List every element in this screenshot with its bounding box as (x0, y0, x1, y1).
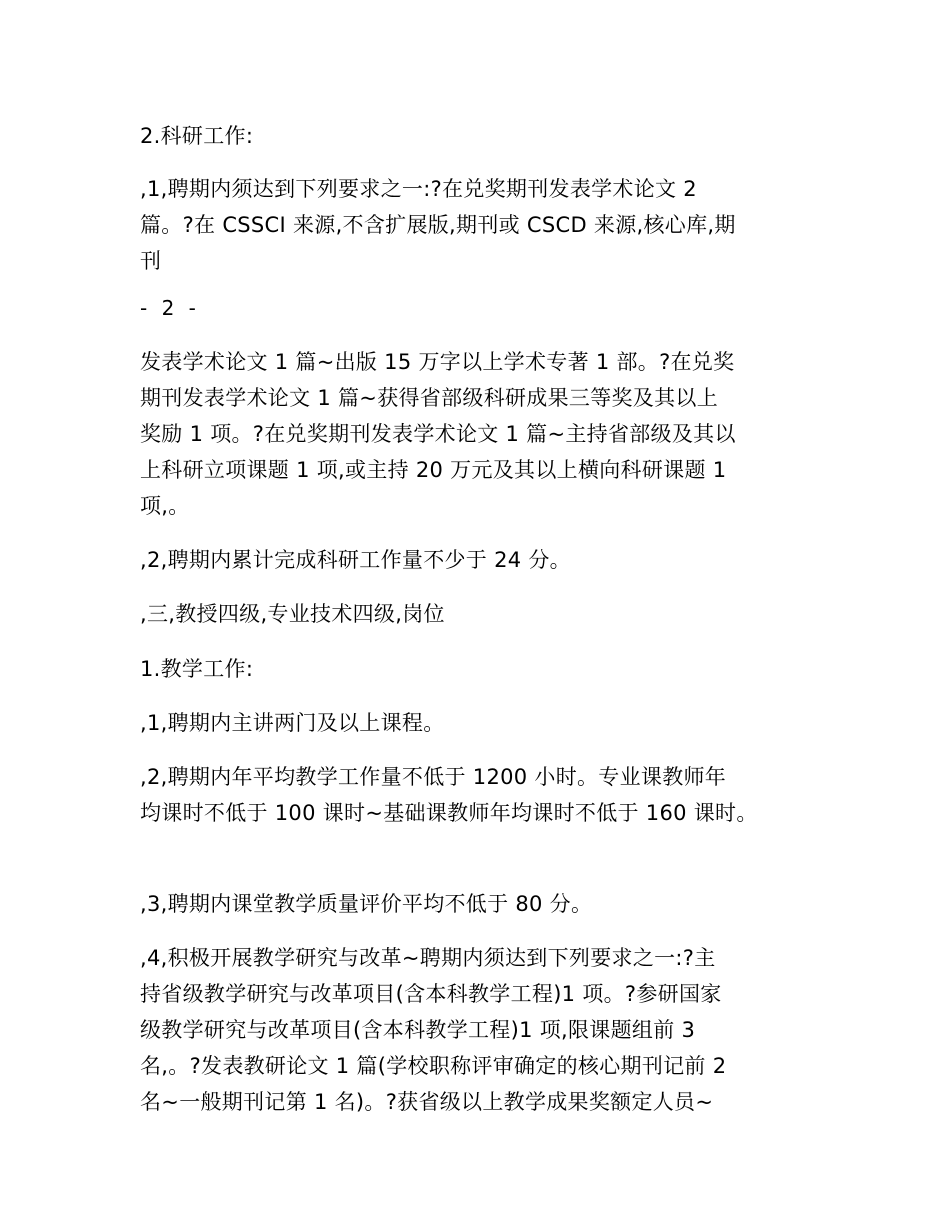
text-line: 篇。?在 CSSCI 来源,不含扩展版,期刊或 CSCD 来源,核心库,期 (140, 213, 736, 237)
text-line: 均课时不低于 100 课时~基础课教师年均课时不低于 160 课时。 (140, 801, 758, 825)
text-line: 上科研立项课题 1 项,或主持 20 万元及其以上横向科研课题 1 (140, 458, 727, 482)
section-heading-professor-level-4 (140, 596, 830, 632)
text-line: ,4,积极开展教学研究与改革~聘期内须达到下列要求之一:?主 (140, 946, 716, 970)
paragraph-research-requirement-1-cont (140, 344, 830, 524)
text-line: 级教学研究与改革项目(含本科教学工程)1 项,限课题组前 3 (140, 1018, 696, 1042)
text-line: 持省级教学研究与改革项目(含本科教学工程)1 项。?参研国家 (140, 982, 722, 1006)
text-line: ,1,聘期内主讲两门及以上课程。 (140, 711, 445, 735)
text-line: 期刊发表学术论文 1 篇~获得省部级科研成果三等奖及其以上 (140, 386, 719, 410)
text-line: 2.科研工作: (140, 124, 254, 148)
text-line: 名,。?发表教研论文 1 篇(学校职称评审确定的核心期刊记前 2 (140, 1054, 727, 1078)
text-line: 发表学术论文 1 篇~出版 15 万字以上学术专著 1 部。?在兑奖 (140, 350, 735, 374)
text-line: ,2,聘期内年平均教学工作量不低于 1200 小时。专业课教师年 (140, 765, 727, 789)
text-line: 项,。 (140, 494, 190, 518)
paragraph-research-requirement-2 (140, 542, 830, 578)
paragraph-teaching-requirement-1 (140, 705, 830, 741)
section-heading-research (140, 118, 830, 154)
text-line: ,三,教授四级,专业技术四级,岗位 (140, 602, 445, 626)
text-line: 1.教学工作: (140, 657, 254, 681)
paragraph-teaching-requirement-4 (140, 940, 830, 1120)
text-line: 名~一般期刊记第 1 名)。?获省级以上教学成果奖额定人员~ (140, 1090, 714, 1114)
text-line: ,1,聘期内须达到下列要求之一:?在兑奖期刊发表学术论文 2 (140, 177, 697, 201)
paragraph-teaching-requirement-3 (140, 886, 830, 922)
text-line: ,2,聘期内累计完成科研工作量不少于 24 分。 (140, 548, 571, 572)
page-number: - 2 - (140, 296, 200, 320)
text-line: 刊 (140, 249, 162, 273)
paragraph-research-requirement-1 (140, 171, 830, 279)
section-heading-teaching (140, 651, 830, 687)
text-line: 奖励 1 项。?在兑奖期刊发表学术论文 1 篇~主持省部级及其以 (140, 422, 736, 446)
text-line: ,3,聘期内课堂教学质量评价平均不低于 80 分。 (140, 892, 593, 916)
paragraph-teaching-requirement-2 (140, 759, 830, 831)
